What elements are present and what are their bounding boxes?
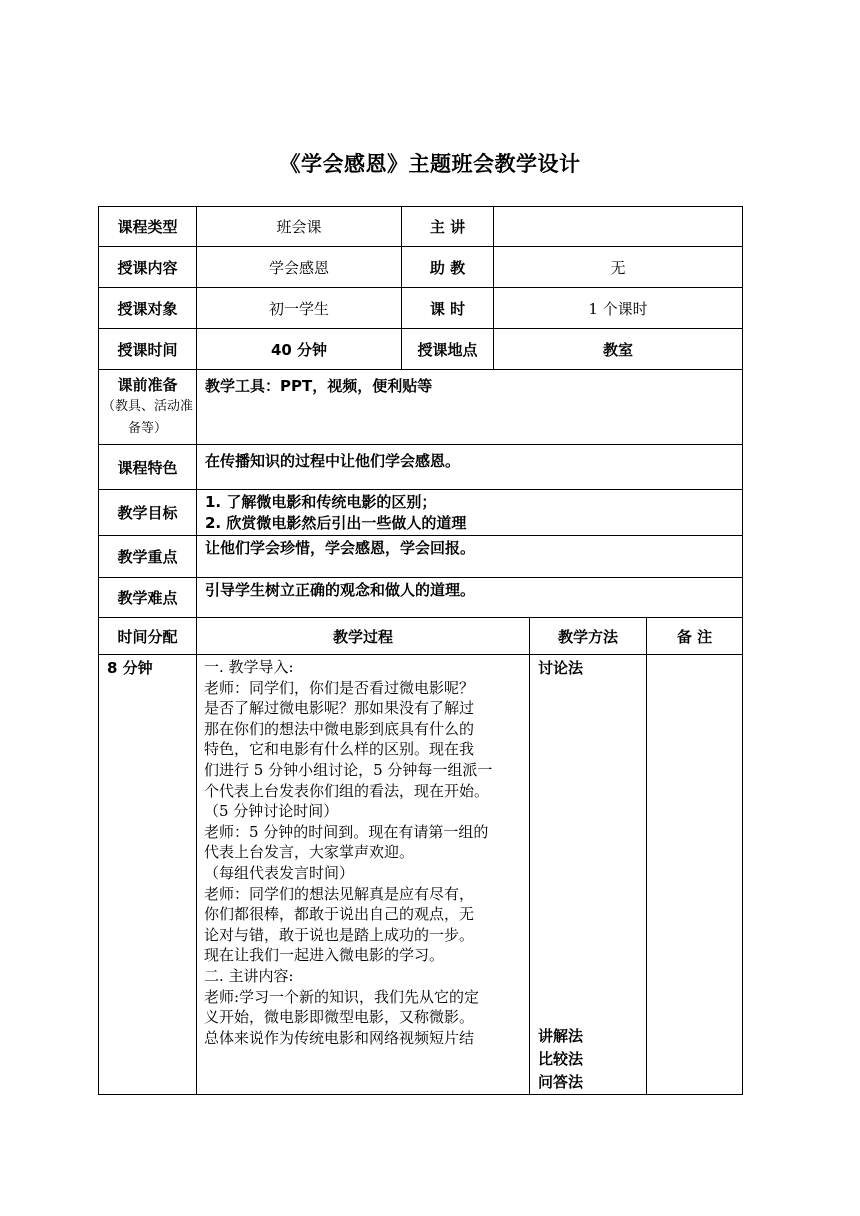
process-line: 老师:学习一个新的知识，我们先从它的定 bbox=[204, 987, 480, 1006]
lesson-plan-table bbox=[98, 206, 743, 1095]
audience-label: 授课对象 bbox=[99, 288, 197, 329]
process-header-note: 备 注 bbox=[647, 618, 743, 655]
key-label: 教学重点 bbox=[99, 536, 197, 578]
time-label: 授课时间 bbox=[99, 329, 197, 370]
row-prep bbox=[99, 370, 743, 445]
goal-value bbox=[197, 490, 743, 536]
process-note bbox=[647, 655, 743, 1095]
content-value: 学会感恩 bbox=[197, 247, 402, 288]
process-line: 个代表上台发表你们组的看法，现在开始。 bbox=[204, 781, 490, 800]
content-label: 授课内容 bbox=[99, 247, 197, 288]
process-header-row bbox=[99, 618, 743, 655]
process-line: 老师：5 分钟的时间到。现在有请第一组的 bbox=[204, 822, 489, 841]
method-item: 讲解法 bbox=[538, 1027, 584, 1045]
process-line: 那在你们的想法中微电影到底具有什么的 bbox=[204, 719, 475, 738]
hours-value: 1 个课时 bbox=[494, 288, 743, 329]
location-value: 教室 bbox=[494, 329, 743, 370]
process-line: 特色，它和电影有什么样的区别。现在我 bbox=[204, 740, 475, 759]
process-methods bbox=[530, 655, 647, 1095]
process-line: 二. 主讲内容: bbox=[204, 966, 294, 985]
process-line: 是否了解过微电影呢？那如果没有了解过 bbox=[204, 699, 475, 718]
audience-value: 初一学生 bbox=[197, 288, 402, 329]
difficulty-value: 引导学生树立正确的观念和做人的道理。 bbox=[197, 578, 743, 618]
process-line: 老师：同学们，你们是否看过微电影呢？ bbox=[204, 678, 475, 697]
key-value: 让他们学会珍惜，学会感恩，学会回报。 bbox=[197, 536, 743, 578]
process-header-time: 时间分配 bbox=[99, 618, 197, 655]
time-value: 40 分钟 bbox=[197, 329, 402, 370]
course-type-label: 课程类型 bbox=[99, 207, 197, 247]
process-header-process: 教学过程 bbox=[197, 618, 530, 655]
method-item: 讨论法 bbox=[538, 659, 584, 677]
process-row bbox=[99, 655, 743, 1095]
process-line: 老师：同学们的想法见解真是应有尽有， bbox=[204, 884, 475, 903]
lecturer-value bbox=[494, 207, 743, 247]
prep-label: 课前准备 bbox=[117, 376, 178, 394]
row-audience bbox=[99, 288, 743, 329]
row-goals bbox=[99, 490, 743, 536]
method-spacer bbox=[538, 679, 640, 1025]
process-line: 代表上台发言，大家掌声欢迎。 bbox=[204, 843, 415, 862]
feature-value: 在传播知识的过程中让他们学会感恩。 bbox=[197, 445, 743, 490]
method-item: 比较法 bbox=[538, 1050, 584, 1068]
assistant-label: 助 教 bbox=[402, 247, 494, 288]
prep-sublabel: （教具、活动准备等） bbox=[101, 399, 193, 436]
row-difficulty bbox=[99, 578, 743, 618]
method-item: 问答法 bbox=[538, 1073, 584, 1091]
feature-label: 课程特色 bbox=[99, 445, 197, 490]
process-line: 现在让我们一起进入微电影的学习。 bbox=[204, 946, 445, 965]
process-time: 8 分钟 bbox=[99, 655, 197, 1095]
process-line: 一. 教学导入: bbox=[204, 658, 294, 676]
process-content bbox=[197, 655, 530, 1095]
prep-label-cell bbox=[99, 370, 197, 445]
document-title: 《学会感恩》主题班会教学设计 bbox=[279, 152, 581, 176]
goal-label: 教学目标 bbox=[99, 490, 197, 536]
process-line: 你们都很棒，都敢于说出自己的观点，无 bbox=[204, 905, 475, 924]
goal-item: 1. 了解微电影和传统电影的区别； bbox=[205, 493, 437, 511]
goal-item: 2. 欣赏微电影然后引出一些做人的道理 bbox=[205, 514, 467, 532]
hours-label: 课 时 bbox=[402, 288, 494, 329]
row-course-type bbox=[99, 207, 743, 247]
process-line: 论对与错，敢于说也是踏上成功的一步。 bbox=[204, 925, 475, 944]
process-header-method: 教学方法 bbox=[530, 618, 647, 655]
course-type-value: 班会课 bbox=[197, 207, 402, 247]
process-line: （5 分钟讨论时间） bbox=[204, 802, 339, 821]
row-feature bbox=[99, 445, 743, 490]
lecturer-label: 主 讲 bbox=[402, 207, 494, 247]
difficulty-label: 教学难点 bbox=[99, 578, 197, 618]
assistant-value: 无 bbox=[494, 247, 743, 288]
process-line: （每组代表发言时间） bbox=[204, 863, 355, 882]
row-content bbox=[99, 247, 743, 288]
process-line: 义开始，微电影即微型电影，又称微影。 bbox=[204, 1008, 475, 1027]
process-line: 们进行 5 分钟小组讨论，5 分钟每一组派一 bbox=[204, 760, 493, 779]
row-time bbox=[99, 329, 743, 370]
prep-value: 教学工具：PPT，视频，便利贴等 bbox=[197, 370, 743, 445]
location-label: 授课地点 bbox=[402, 329, 494, 370]
process-line: 总体来说作为传统电影和网络视频短片结 bbox=[204, 1028, 475, 1047]
row-key bbox=[99, 536, 743, 578]
